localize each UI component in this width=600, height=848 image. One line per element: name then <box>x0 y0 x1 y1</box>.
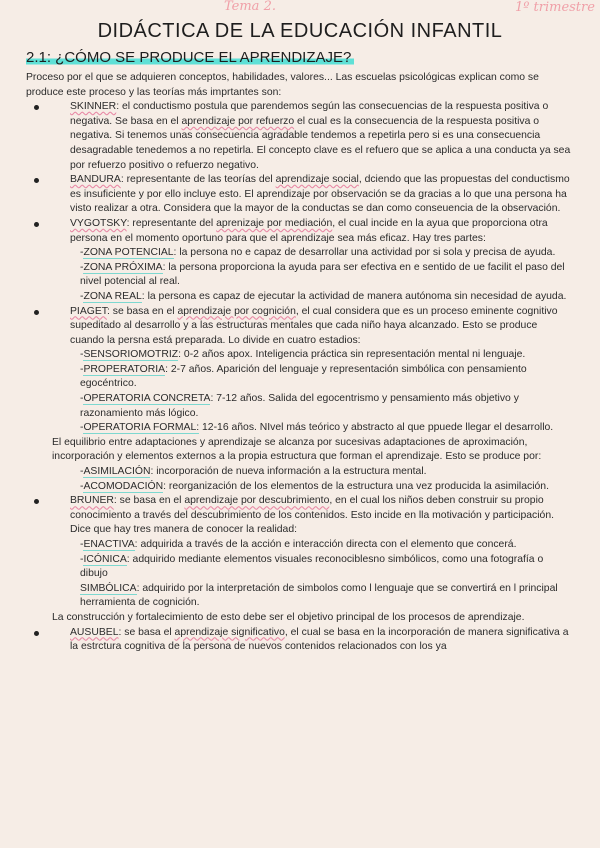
stage-label: OPERATORIA CONCRETA <box>83 393 211 405</box>
list-item: -ASIMILACIÓN: incorporación de nueva información a la estructura mental. <box>80 466 427 478</box>
ausubel-item <box>26 626 572 655</box>
stage-label: PROPERATORIA <box>83 363 166 375</box>
list-item: -SENSORIOMOTRIZ: 0-2 años apox. Inteligencia práctica sin representación mental ni lenguaje. <box>80 349 526 361</box>
list-item: -OPERATORIA CONCRETA: 7-12 años. Salida del egocentrismo y pensamiento más objetivo y razonamiento más lógico. <box>80 393 519 419</box>
vygotsky-text2: , el cual incide en la ayua que proporciona otra persona en el momento oportuno para que el aprendizaje sea más eficaz. Hay tres partes: <box>70 217 548 244</box>
stage-label: SENSORIOMOTRIZ <box>83 349 179 361</box>
list-item <box>26 538 572 553</box>
mode-label: ENACTIVA <box>83 539 135 550</box>
list-item: -ACOMODACIÓN: reorganización de los elementos de la estructura una vez producida la asimilación. <box>80 480 549 492</box>
list-item: -ZONA PRÓXIMA: la persona proporciona la ayuda para ser efectiva en e sentido de ue facilit el paso del nivel potencial al real. <box>80 261 565 288</box>
section-heading: 2.1: ¿CÓMO SE PRODUCE EL APRENDIZAJE? <box>26 49 354 66</box>
mode-prefix: - <box>80 539 84 550</box>
ausubel-key: aprendizaje significativo <box>174 626 285 638</box>
vygotsky-key: aprenizaje por mediación <box>216 217 333 229</box>
skinner-name: SKINNER <box>70 101 117 113</box>
mode-label: SIMBÓLICA <box>80 582 137 594</box>
ausubel-text1: : se basa el <box>118 626 175 638</box>
list-item: -OPERATORIA FORMAL: 12-16 años. NIvel más teórico y abstracto al que ppuede llegar el desarrollo. <box>80 422 554 434</box>
mode-text: : adquirido por la interpretación de simbolos como l lenguaje que se convertirá en l principal herramienta de cognición. <box>80 582 558 609</box>
bandura-item <box>26 173 572 217</box>
equilibrio-paragraph: El equilibrio entre adaptaciones y aprendizaje se alcanza por sucesivas adaptaciones de aproximación, incorporación y elementos externos a la propia estructura que forman el aprendizaje. Esto se produce por: <box>52 436 542 463</box>
list-item <box>26 553 572 582</box>
zone-label: ZONA PRÓXIMA <box>83 261 163 273</box>
bruner-text1: : se basa en el <box>113 495 185 507</box>
page-title: DIDÁCTICA DE LA EDUCACIÓN INFANTIL <box>97 20 503 42</box>
bruner-text2: , en el cual los niños deben construir su propio conocimiento a través del descubrimiento de los contenidos. Esto incide en lla motivación y participación. Dice que hay tres manera de conocer la realidad: <box>70 495 555 536</box>
bandura-name: BANDURA <box>70 174 121 186</box>
skinner-text2: el cual es la consecuencia de la respuesta positiva o negativa. Si tenemos unas consecuencia agradable tendemos a repetirla pero si es una consecuencia desagradable tenedemos a no repetirla. El concepto clave es el refuero que se aplica a una conducta ya sea por refuerzo positivo o refuerzo negativo. <box>70 115 571 171</box>
tema-note: Tema 2. <box>224 0 276 14</box>
ausubel-name: AUSUBEL <box>70 626 119 638</box>
bruner-key: aprendizaje por descubrimiento <box>184 495 330 507</box>
stage-text: : 7-12 años. Salida del egocentrismo y pensamiento más objetivo y razonamiento más lógico. <box>80 393 519 419</box>
process-label: ACOMODACIÓN <box>83 480 164 492</box>
skinner-key: aprendizaje por refuerzo <box>181 115 295 127</box>
list-item: -ZONA POTENCIAL: la persona no e capaz de desarrollar una actividad por si sola y precisa de ayuda. <box>80 247 556 259</box>
bandura-text2: , dciendo que las propuestas del conductismo es insuficiente y por ello incluye esto. El aprendizaje por observación se da gracias a lo que una persona ha visto realizar a otra. Considera que la mayor de la conductas se dan como conseuencia de la observación. <box>70 174 570 215</box>
stage-label: OPERATORIA FORMAL: <box>83 422 200 434</box>
mode-prefix: - <box>80 553 84 565</box>
bruner-item <box>26 494 572 538</box>
vygotsky-text1: : representante del <box>126 217 217 229</box>
zone-text: : la persona es capaz de ejecutar la actividad de manera autónoma sin necesidad de ayuda. <box>141 290 567 302</box>
trimestre-note: 1º trimestre <box>515 0 595 15</box>
vygotsky-item <box>26 217 572 246</box>
stage-text: : 2-7 años. Aparición del lenguaje y representación simbólica con pensamiento egocéntrico. <box>80 363 527 390</box>
piaget-key: aprendizaje por cognición <box>177 305 296 317</box>
zone-label: ZONA REAL <box>83 290 142 302</box>
list-item <box>26 582 572 611</box>
piaget-name: PIAGET <box>70 305 107 317</box>
skinner-text1: : el conductismo postula que parendemos según las consecuencias de la respuesta positiva o negativa. Se basa en el <box>70 101 549 127</box>
stage-text: 12-16 años. NIvel más teórico y abstracto al que ppuede llegar el desarrollo. <box>199 422 554 434</box>
piaget-text1: : se basa en el <box>106 305 178 317</box>
closing-paragraph: La construcción y fortalecimiento de esto debe ser el objetivo principal de los procesos de aprendizaje. <box>52 611 525 623</box>
zone-label: ZONA POTENCIAL <box>83 247 174 259</box>
bandura-text1: : representante de las teorías del <box>120 174 276 186</box>
mode-label: ICÓNICA <box>83 553 127 565</box>
intro-paragraph: Proceso por el que se adquieren conceptos, habilidades, valores... Las escuelas psicológicas explican como se produce este proceso y las teorías más imprtantes son: <box>26 72 539 98</box>
mode-text: : adquirido mediante elementos visuales reconociblesno simbólicos, como una fotografía o dibujo <box>80 553 544 580</box>
ausubel-text2: , el cual se basa en la incorporación de manera significativa a la estrctura cognitiva de la persona de nuevos contenidos relacionados con los ya <box>70 626 569 653</box>
skinner-item <box>26 100 572 173</box>
process-text: : incorporación de nueva información a la estructura mental. <box>150 466 427 478</box>
zone-text: : la persona no e capaz de desarrollar una actividad por si sola y precisa de ayuda. <box>173 247 556 259</box>
process-label: ASIMILACIÓN <box>83 466 151 478</box>
vygotsky-name: VYGOTSKY <box>70 217 127 229</box>
list-item: -ZONA REAL: la persona es capaz de ejecutar la actividad de manera autónoma sin necesidad de ayuda. <box>80 290 567 302</box>
zone-text: : la persona proporciona la ayuda para ser efectiva en e sentido de ue facilit el paso del nivel potencial al real. <box>80 261 565 288</box>
bruner-name: BRUNER <box>70 495 114 507</box>
process-text: : reorganización de los elementos de la estructura una vez producida la asimilación. <box>163 480 549 492</box>
stage-text: : 0-2 años apox. Inteligencia práctica sin representación mental ni lenguaje. <box>178 349 526 361</box>
piaget-text2: , el cual considera que es un proceso eminente cognitivo supeditado al desarrollo y a las estructuras mentales que cada niño haya alcanzado. Esto se produce cuando la persna está preparada. Lo divide en cuatro estadios: <box>70 305 558 346</box>
list-item: -PROPERATORIA: 2-7 años. Aparición del lenguaje y representación simbólica con pensamiento egocéntrico. <box>80 363 527 390</box>
document-body <box>26 71 572 655</box>
mode-text: : adquirida a través de la acción e interacción directa con el elemento que concerá. <box>134 539 517 550</box>
bandura-key: aprendizaje social <box>275 174 359 186</box>
piaget-item <box>26 305 572 349</box>
